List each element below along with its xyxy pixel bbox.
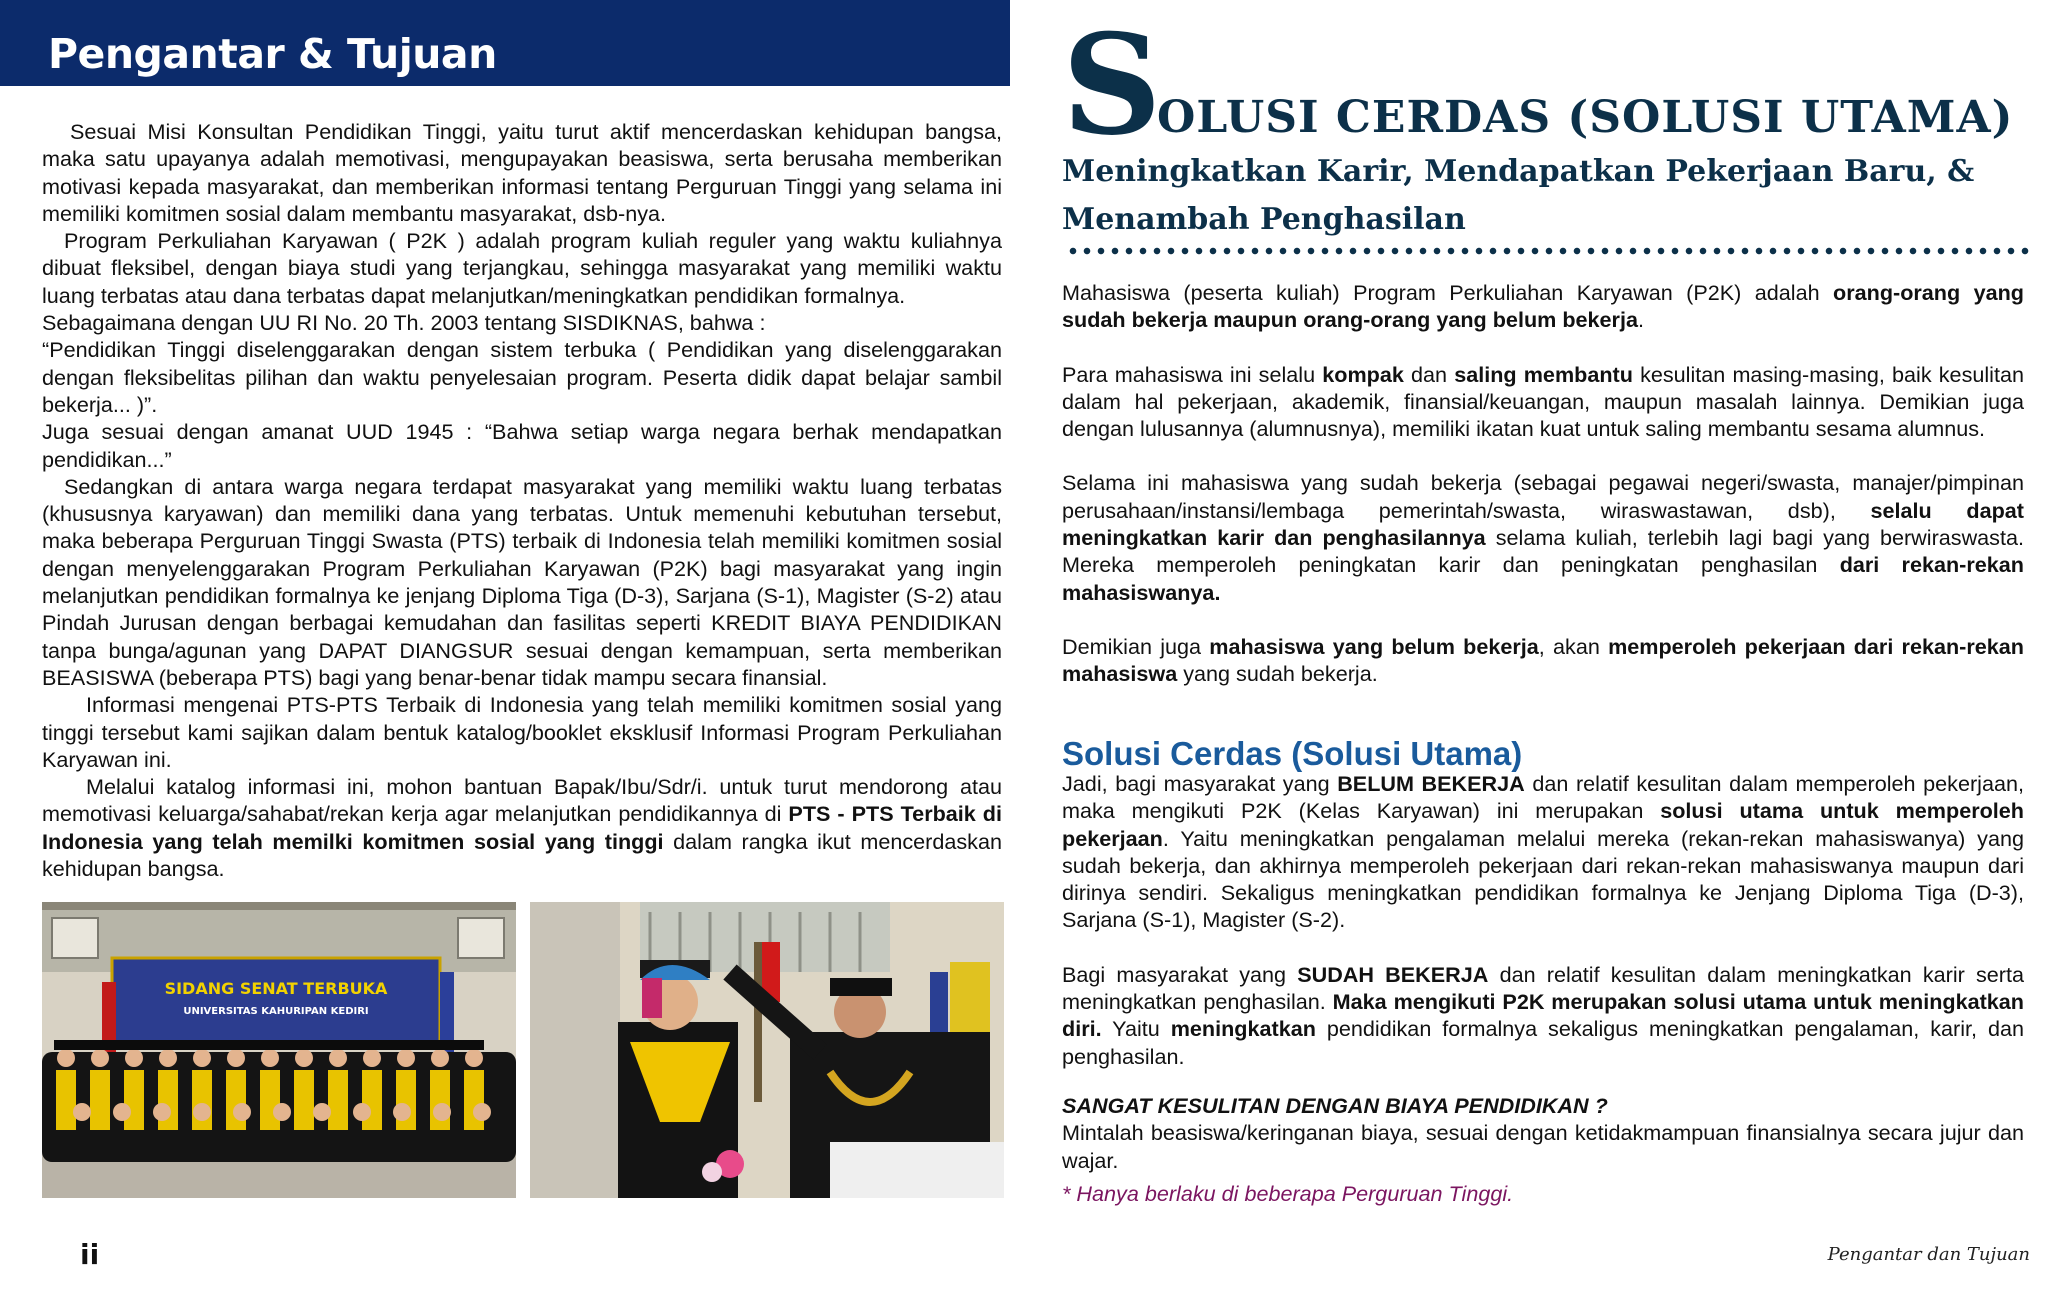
- paragraph: Juga sesuai dengan amanat UUD 1945 : “Bahwa setiap warga negara berhak mendapatkan pendidikan...”: [42, 419, 1002, 472]
- text-run: .: [1637, 307, 1644, 333]
- bold-text: Maka mengikuti P2K merupakan solusi utama untuk meningkatkan diri.: [1062, 989, 2024, 1042]
- text-run: yang sudah bekerja.: [1177, 661, 1378, 687]
- text-run: pendidikan formalnya sekaligus meningkatkan pengalaman, karir, dan penghasilan.: [1062, 1016, 2024, 1069]
- text-run: Yaitu: [1101, 1016, 1171, 1042]
- solution-text: [1062, 279, 2024, 688]
- bold-text: PTS - PTS Terbaik di Indonesia yang telah memilki komitmen sosial yang tinggi: [42, 801, 1002, 854]
- paragraph: Program Perkuliahan Karyawan ( P2K ) adalah program kuliah reguler yang waktu kuliahnya dibuat fleksibel, dengan biaya studi yang terjangkau, sehingga masyarakat yang memiliki waktu luang terbatas atau dana terbatas dapat melanjutkan/meningkatkan pendidikan formalnya.: [42, 228, 1002, 308]
- bold-text: memperoleh pekerjaan dari rekan-rekan mahasiswa: [1062, 633, 2024, 687]
- paragraph: [42, 773, 1002, 882]
- group-photo-image: [42, 902, 516, 1198]
- text-run: dan relatif kesulitan dalam memperoleh pekerjaan, maka mengikuti P2K (Kelas Karyawan) ini merupakan: [1062, 771, 2024, 824]
- bold-text: BELUM BEKERJA: [1337, 771, 1525, 796]
- text-run: dan relatif kesulitan dalam meningkatkan karir serta meningkatkan penghasilan.: [1062, 961, 2024, 1015]
- intro-text: [42, 118, 1002, 882]
- bold-text: orang-orang yang sudah bekerja maupun orang-orang yang belum bekerja: [1062, 280, 2024, 333]
- bold-text: selalu dapat meningkatkan karir dan penghasilannya: [1062, 497, 2024, 551]
- paragraph: [1062, 961, 2024, 1070]
- paragraph: Sesuai Misi Konsultan Pendidikan Tinggi, yaitu turut aktif mencerdaskan kehidupan bangsa, maka satu upayanya adalah memotivasi, mengupayakan beasiswa, serta berusaha memberikan motivasi kepada masyarakat, dan memberikan informasi tentang Perguruan Tinggi yang selama ini memiliki komitmen sosial dalam membantu masyarakat, dsb-nya.: [42, 119, 1002, 226]
- bold-text: dari rekan-rekan mahasiswanya.: [1062, 552, 2024, 605]
- ceremony-photo-image: [530, 902, 1004, 1198]
- main-title: OLUSI CERDAS (SOLUSI UTAMA): [1157, 92, 2014, 143]
- text-run: , akan: [1538, 633, 1609, 659]
- text-run: Mahasiswa (peserta kuliah) Program Perkuliahan Karyawan (P2K) adalah: [1062, 280, 1834, 305]
- right-page: [1010, 0, 2048, 1314]
- paragraph: [1062, 279, 2024, 334]
- banner-line1: SIDANG SENAT TERBUKA: [164, 979, 388, 998]
- bold-text: mahasiswa yang belum bekerja: [1209, 633, 1539, 659]
- text-run: Selama ini mahasiswa yang sudah bekerja (sebagai pegawai negeri/swasta, manajer/pimpinan perusahaan/instansi/lembaga pemerintah/swasta, wiraswastawan, dsb),: [1062, 470, 2024, 523]
- question-heading: SANGAT KESULITAN DENGAN BIAYA PENDIDIKAN ?: [1062, 1092, 1608, 1118]
- paragraph: [1062, 770, 2024, 934]
- paragraph: Sedangkan di antara warga negara terdapat masyarakat yang memiliki waktu luang terbatas (khususnya karyawan) dan memiliki dana yang terbatas. Untuk memenuhi kebutuhan tersebut, maka beberapa Perguruan Tinggi Swasta (PTS) terbaik di Indonesia telah memiliki komitmen sosial dengan menyelenggarakan Program Perkuliahan Karyawan (P2K) bagi masyarakat yang ingin melanjutkan pendidikan formalnya ke jenjang Diploma Tiga (D-3), Sarjana (S-1), Magister (S-2) atau Pindah Jurusan dengan berbagai kemudahan dan fasilitas seperti KREDIT BIAYA PENDIDIKAN tanpa bunga/agunan yang DAPAT DIANGSUR sesuai dengan kemampuan, serta memberikan BEASISWA (beberapa PTS) bagi yang benar-benar tidak mampu secara finansial.: [42, 473, 1002, 690]
- text-run: kesulitan masing-masing, baik kesulitan dalam hal pekerjaan, akademik, finansial/keuangan, maupun masalah lainnya. Demikian juga dengan lulusannya (alumnusnya), memiliki ikatan kuat untuk saling membantu sesama alumnus.: [1062, 361, 2024, 442]
- text-run: Demikian juga: [1062, 633, 1210, 659]
- text-run: . Yaitu meningkatkan pengalaman melalui mereka (rekan-rekan mahasiswanya) yang sudah bekerja, dan akhirnya memperoleh pekerjaan dari rekan-rekan mahasiswanya maupun dari dirinya sendiri. Sekaligus meningkatkan pendidikan formalnya ke Jenjang Diploma Tiga (D-3), Sarjana (S-1), Magister (S-2).: [1062, 825, 2024, 933]
- paragraph: Mintalah beasiswa/keringanan biaya, sesuai dengan ketidakmampuan finansialnya secara jujur dan wajar.: [1062, 1120, 2024, 1173]
- footnote: * Hanya berlaku di beberapa Perguruan Tinggi.: [1062, 1180, 1514, 1206]
- paragraph: [1062, 633, 2024, 688]
- section-heading: Solusi Cerdas (Solusi Utama): [1062, 735, 1523, 772]
- dotted-divider: [1066, 246, 2032, 256]
- section-text: [1062, 770, 2024, 1207]
- text-run: dalam rangka ikut mencerdaskan kehidupan bangsa.: [42, 828, 1003, 882]
- paragraph: [1062, 361, 2024, 443]
- text-run: Melalui katalog informasi ini, mohon bantuan Bapak/Ibu/Sdr/i. untuk turut mendorong atau memotivasi keluarga/sahabat/rekan kerja agar melanjutkan pendidikannya di: [42, 774, 1002, 827]
- text-run: Jadi, bagi masyarakat yang: [1062, 771, 1338, 796]
- bold-text: saling membantu: [1454, 361, 1633, 387]
- bold-text: kompak: [1322, 361, 1404, 387]
- paragraph: [1062, 469, 2024, 605]
- text-run: Bagi masyarakat yang: [1062, 961, 1298, 987]
- left-page: [0, 0, 1010, 1314]
- bold-text: solusi utama untuk memperoleh pekerjaan: [1062, 798, 2024, 851]
- drop-cap: S: [1062, 3, 1162, 166]
- group-graduation-photo: [42, 902, 516, 1198]
- text-run: dan: [1403, 361, 1455, 387]
- text-run: Para mahasiswa ini selalu: [1062, 361, 1323, 387]
- paragraph: Sebagaimana dengan UU RI No. 20 Th. 2003 tentang SISDIKNAS, bahwa :: [42, 310, 766, 336]
- quote-paragraph: “Pendidikan Tinggi diselenggarakan dengan sistem terbuka ( Pendidikan yang diselenggarakan dengan fleksibelitas pilihan dan waktu penyelesaian program. Peserta didik dapat belajar sambil bekerja... )”.: [42, 337, 1002, 417]
- text-run: selama kuliah, terlebih lagi bagi yang berwiraswasta. Mereka memperoleh peningkatan karir dan peningkatan penghasilan: [1062, 525, 2024, 578]
- page-title: Pengantar & Tujuan: [48, 30, 497, 78]
- paragraph: Informasi mengenai PTS-PTS Terbaik di Indonesia yang telah memiliki komitmen sosial yang tinggi tersebut kami sajikan dalam bentuk katalog/booklet eksklusif Informasi Program Perkuliahan Karyawan ini.: [42, 692, 1002, 772]
- bold-text: meningkatkan: [1170, 1016, 1316, 1042]
- banner-line2: UNIVERSITAS KAHURIPAN KEDIRI: [183, 1006, 369, 1017]
- subtitle: Meningkatkan Karir, Mendapatkan Pekerjaan Baru, & Menambah Penghasilan: [1062, 154, 1975, 237]
- page-number: ii: [80, 1238, 100, 1271]
- running-footer: Pengantar dan Tujuan: [1827, 1244, 2030, 1265]
- header-bar: [0, 0, 1010, 86]
- ceremony-photo: [530, 902, 1004, 1198]
- bold-text: SUDAH BEKERJA: [1297, 961, 1489, 987]
